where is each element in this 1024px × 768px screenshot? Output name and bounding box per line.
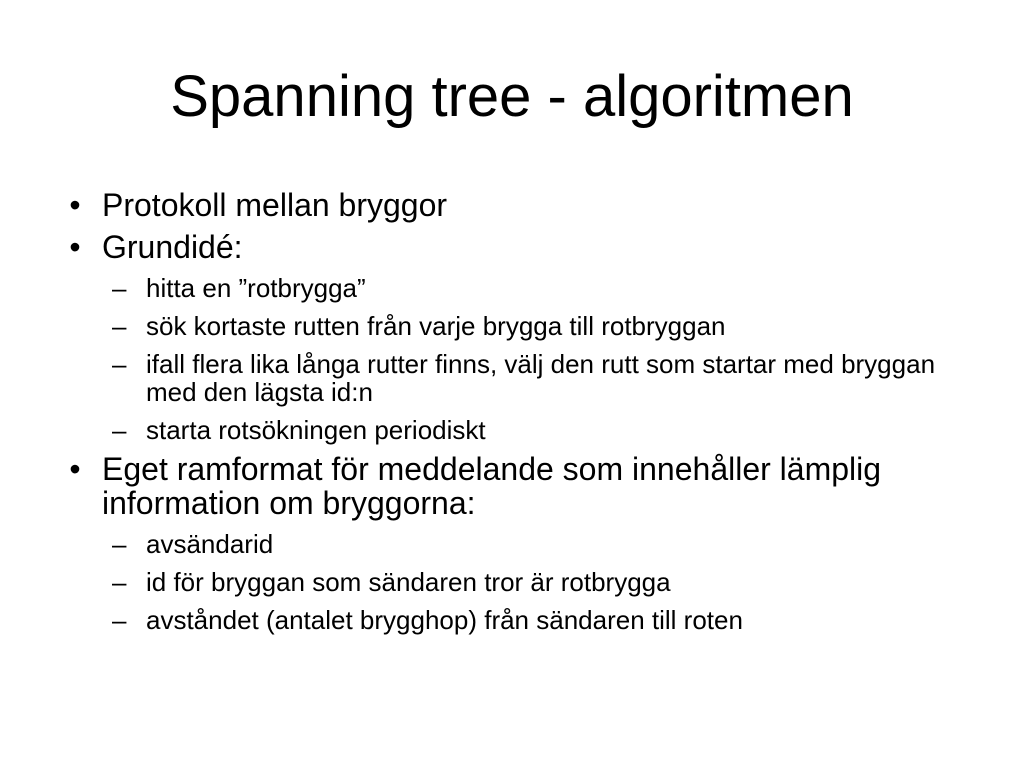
bullet-item — [60, 188, 980, 222]
sub-bullet-item — [60, 530, 980, 558]
sub-bullet-text: id för bryggan som sändaren tror är rotbrygga — [146, 567, 671, 597]
dash-icon: – — [112, 415, 127, 445]
bullet-item — [60, 452, 980, 520]
bullet-icon: • — [69, 229, 81, 265]
sub-bullet-text: avsändarid — [146, 529, 274, 559]
bullet-icon: • — [69, 187, 81, 223]
slide-title: Spanning tree - algoritmen — [170, 64, 854, 129]
bullet-icon: • — [69, 451, 81, 487]
dash-icon: – — [112, 311, 127, 341]
dash-icon: – — [112, 349, 127, 379]
sub-bullet-text: avståndet (antalet brygghop) från sändaren till roten — [146, 605, 743, 635]
sub-bullet-item — [60, 568, 980, 596]
sub-bullet-item — [60, 350, 980, 406]
sub-bullet-text: starta rotsökningen periodiskt — [146, 415, 486, 445]
dash-icon: – — [112, 567, 127, 597]
sub-bullet-text: hitta en ”rotbrygga” — [146, 273, 366, 303]
sub-bullet-item — [60, 606, 980, 634]
sub-bullet-text: ifall flera lika långa rutter finns, välj den rutt som startar med bryggan med den lägsta id:n — [146, 349, 936, 407]
bullet-item — [60, 230, 980, 264]
dash-icon: – — [112, 273, 127, 303]
dash-icon: – — [112, 605, 127, 635]
sub-bullet-item — [60, 312, 980, 340]
sub-bullet-item — [60, 274, 980, 302]
slide-body — [60, 180, 980, 634]
sub-bullet-text: sök kortaste rutten från varje brygga till rotbryggan — [146, 311, 726, 341]
sub-bullet-item — [60, 416, 980, 444]
dash-icon: – — [112, 529, 127, 559]
bullet-text: Grundidé: — [102, 229, 243, 265]
bullet-text: Eget ramformat för meddelande som innehåller lämplig information om bryggorna: — [102, 451, 882, 521]
bullet-text: Protokoll mellan bryggor — [102, 187, 448, 223]
